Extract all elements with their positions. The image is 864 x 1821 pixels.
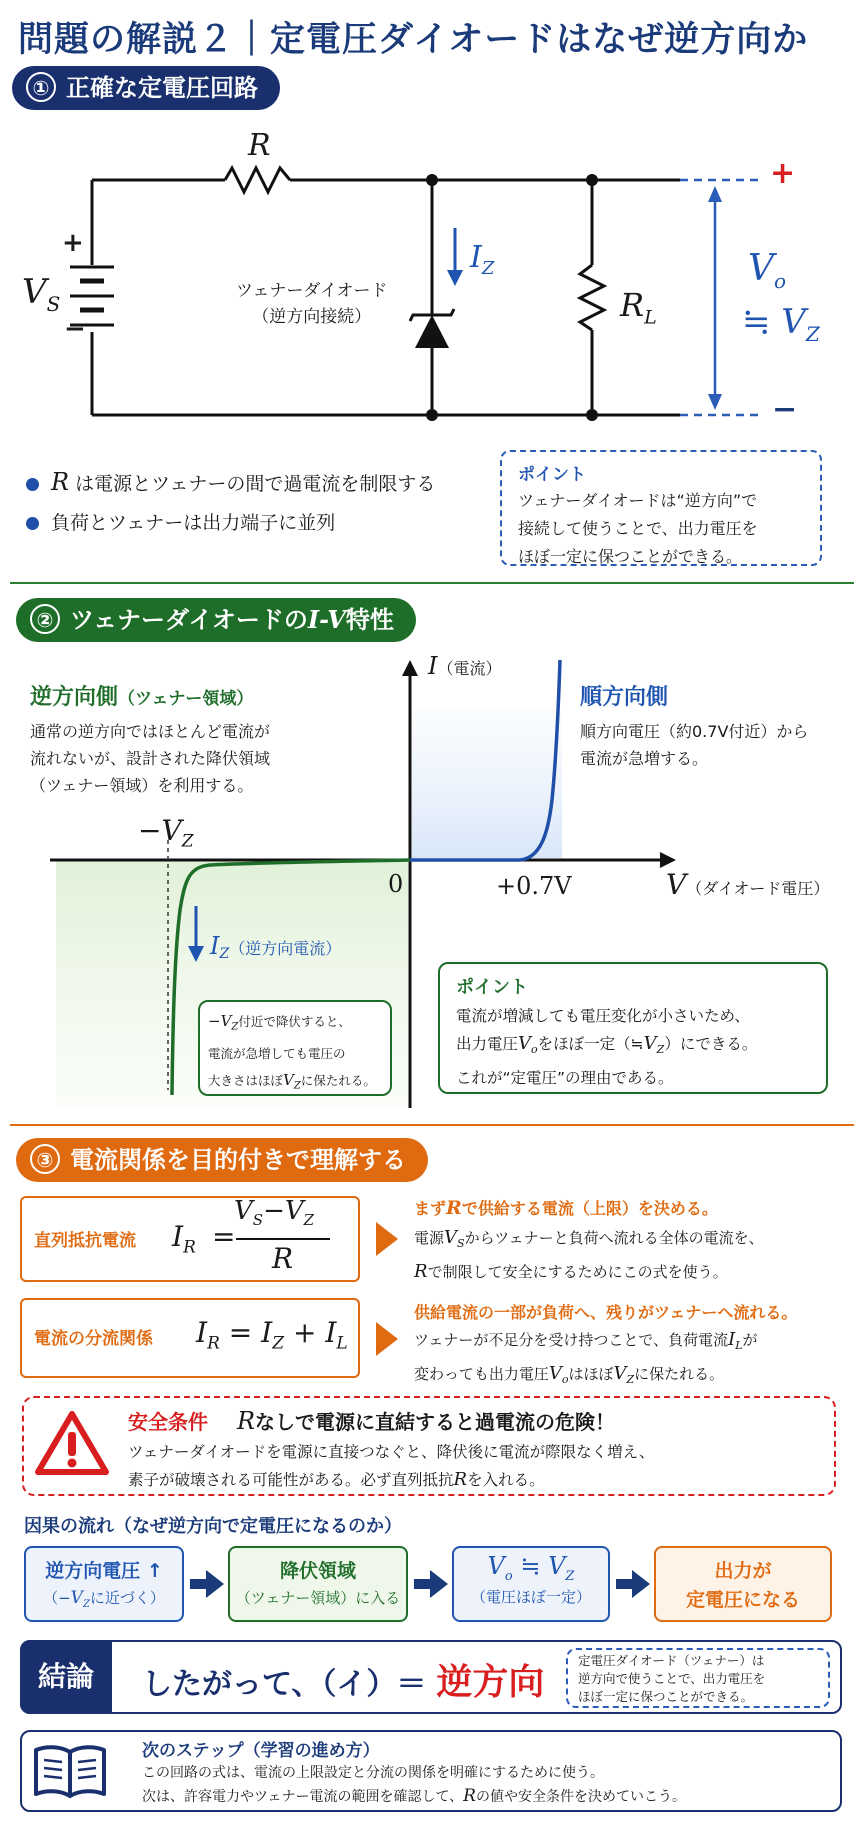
formula1-fraction-bar [236, 1238, 330, 1240]
safety-text: ツェナーダイオードを電源に直接つなぐと、降伏後に電流が際限なく増え、 素子が破壊される可能性がある。必ず直列抵抗Rを入れる。 [128, 1443, 655, 1490]
formula1-explain-text: 電源$V_S$からツェナーと負荷へ流れる全体の電流を、 Rで制限して安全にするためにこの式を使う。 [414, 1227, 764, 1282]
zener-diode [415, 315, 449, 348]
flow-title: 因果の流れ（なぜ逆方向で定電圧になるのか） [24, 1516, 402, 1537]
formula1-arrow-icon [376, 1222, 398, 1256]
label-minus-output: − [772, 392, 798, 427]
next-step-title: 次のステップ（学習の進め方） [142, 1741, 380, 1761]
vz-label: $-V_Z$ [138, 814, 194, 852]
label-vo: $V_o$ [748, 248, 787, 294]
vf-label: +0.7V [496, 872, 572, 900]
section1-point-box: ポイント ツェナーダイオードは“逆方向”で 接続して使うことで、出力電圧を ほぼ一定に保つことができる。 [500, 450, 822, 566]
flow-box-output-constant: 出力が 定電圧になる [654, 1546, 832, 1622]
formula2-arrow-icon [376, 1322, 398, 1356]
forward-side-title: 順方向側 [580, 685, 669, 710]
formula2-label: 電流の分流関係 [34, 1329, 153, 1349]
next-step-text: この回路の式は、電流の上限設定と分流の関係を明確にするために使う。 次は、許容電力やツェナー電流の範囲を確認して、Rの値や安全条件を決めていこう。 [142, 1765, 686, 1806]
separator-1 [10, 582, 854, 584]
flow-arrow-1-icon [190, 1570, 224, 1598]
formula1-explain-title: まずRで供給する電流（上限）を決める。 [414, 1197, 718, 1219]
conclusion-note: 定電圧ダイオード（ツェナー）は 逆方向で使うことで、出力電圧を ほぼ一定に保つことができる。 [566, 1648, 830, 1708]
section1-badge [12, 66, 280, 110]
flow-arrow-3-icon [616, 1570, 650, 1598]
page-title: 問題の解説２｜定電圧ダイオードはなぜ逆方向か [18, 20, 809, 60]
bullet-1: R は電源とツェナーの間で過電流を制限する [26, 468, 435, 496]
section1-title: 正確な定電圧回路 [66, 74, 258, 102]
label-r: R [248, 128, 271, 163]
flow-arrow-2-icon [414, 1570, 448, 1598]
reverse-side-title: 逆方向側（ツェナー領域） [30, 685, 254, 710]
formula2-explain-text: ツェナーが不足分を受け持つことで、負荷電流$I_L$が 変わっても出力電圧$V_o$はほぼ$V_Z$に保たれる。 [414, 1329, 758, 1386]
axis-v-label: V（ダイオード電圧） [666, 868, 830, 901]
flow-box-reverse-voltage: 逆方向電圧 ↑ （$-V_Z$に近づく） [24, 1546, 184, 1622]
label-plus-output: + [770, 156, 796, 191]
formula1-denominator: R [272, 1242, 294, 1275]
conclusion-tag: 結論 [20, 1640, 112, 1714]
separator-2 [10, 1124, 854, 1126]
formula1-label: 直列抵抗電流 [34, 1231, 136, 1251]
formula2-expression: $I_R = I_Z + I_L$ [196, 1316, 348, 1354]
label-rl: $R_L$ [620, 286, 657, 329]
zener-label: ツェナーダイオード （逆方向接続） [236, 281, 388, 327]
label-iz: $I_Z$ [470, 240, 495, 279]
label-plus-source: + [62, 228, 84, 258]
label-minus-source: − [64, 314, 86, 344]
warning-icon [32, 1408, 112, 1480]
reverse-side-text: 通常の逆方向ではほとんど電流が 流れないが、設計された降伏領域 （ツェナー領域）を利用する。 [30, 722, 271, 795]
axis-i-label: I（電流） [428, 652, 502, 680]
section3-badge: ③ 電流関係を目的付きで理解する [16, 1138, 428, 1182]
origin-label: 0 [388, 870, 404, 898]
label-vs: $V_S$ [22, 272, 61, 316]
label-approx-vz: ≒ $V_Z$ [742, 302, 820, 346]
circuit-diagram [0, 110, 864, 440]
breakdown-bubble: $-V_Z$付近で降伏すると、 電流が急増しても電圧の 大きさはほぼ$V_Z$に保たれる。 [198, 1000, 392, 1096]
iz-reverse-label: $I_Z$（逆方向電流） [210, 932, 342, 963]
section1-number: ① [26, 72, 56, 102]
flow-box-breakdown: 降伏領域 （ツェナー領域）に入る [228, 1546, 408, 1622]
bullet-2: 負荷とツェナーは出力端子に並列 [26, 508, 335, 535]
section2-point-box: ポイント 電流が増減しても電圧変化が小さいため、 出力電圧$V_o$をほぼ一定$(≒V_Z)$にできる。 これが“定電圧”の理由である。 [438, 962, 828, 1094]
resistor-r [225, 168, 290, 192]
section2-badge: ② ツェナーダイオードのI-V特性 [16, 598, 416, 642]
safety-headline: 安全条件 Rなしで電源に直結すると過電流の危険！ [128, 1407, 616, 1435]
forward-side-text: 順方向電圧（約0.7V付近）から 電流が急増する。 [580, 722, 809, 768]
formula1-eq: = [212, 1220, 236, 1253]
formula1-numerator: $V_S-V_Z$ [234, 1196, 315, 1230]
formula1-lhs: $I_R$ [172, 1220, 196, 1258]
conclusion-text: したがって、（イ）＝ 逆方向 [142, 1662, 545, 1703]
resistor-rl [580, 265, 604, 330]
book-icon [32, 1740, 108, 1802]
flow-box-voltage-constant: $V_o$ ≒ $V_Z$ （電圧ほぼ一定） [452, 1546, 610, 1622]
formula2-explain-title: 供給電流の一部が負荷へ、残りがツェナーへ流れる。 [414, 1303, 798, 1322]
